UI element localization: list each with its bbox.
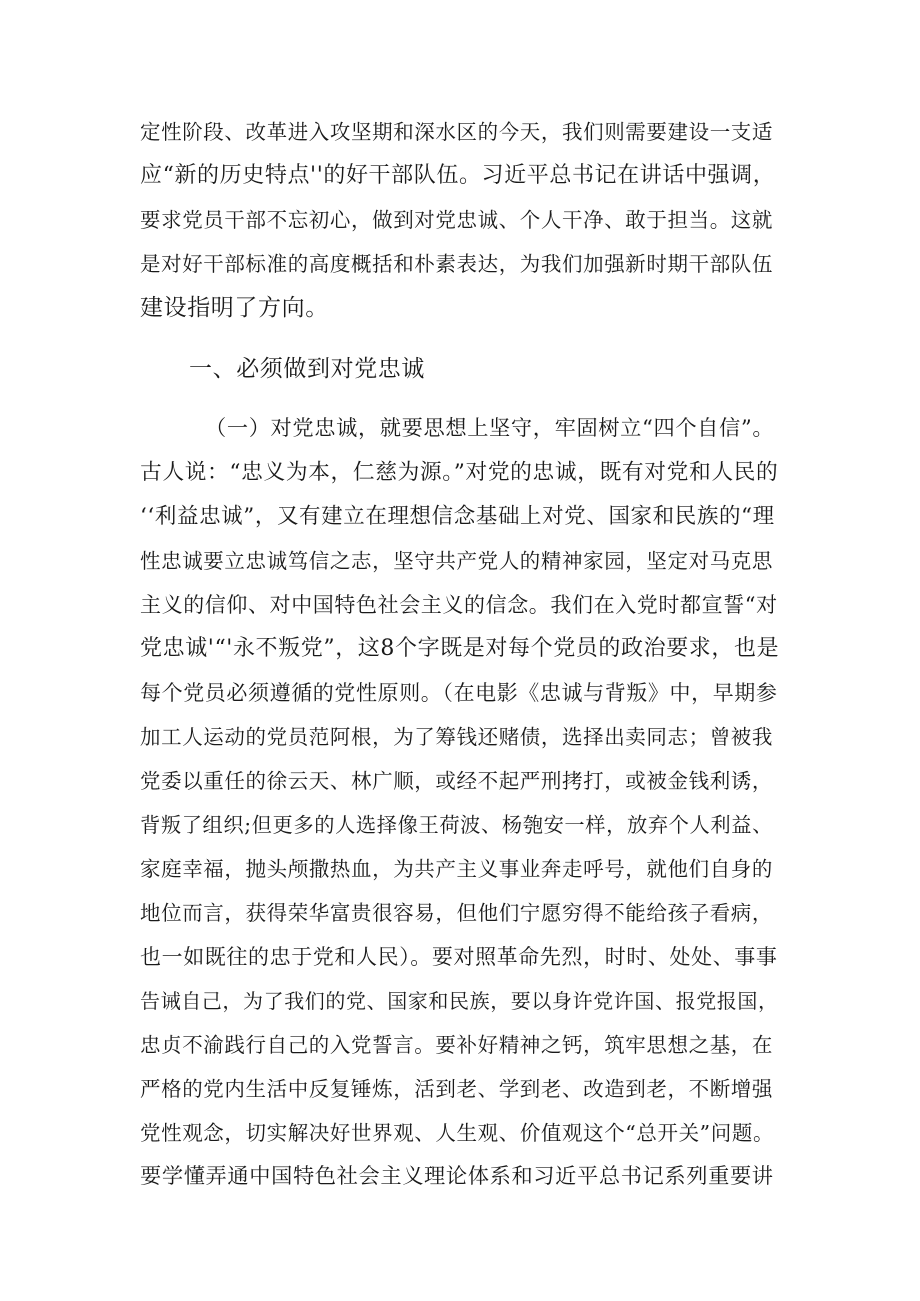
text-line: 要学懂弄通中国特色社会主义理论体系和习近平总书记系列重要讲 xyxy=(140,1164,774,1189)
text-line: 每个党员必须遵循的党性原则。（在电影《忠诚与背叛》中，早期参 xyxy=(140,681,778,705)
text-line: 地位而言，获得荣华富贵很容易，但他们宁愿穷得不能给孩子看病， xyxy=(140,901,773,925)
text-line: 性忠诚要立忠诚笃信之志，坚守共产党人的精神家园，坚定对马克思 xyxy=(140,549,773,573)
text-line: 加工人运动的党员范阿根，为了筹钱还赌债，选择出卖同志；曾被我 xyxy=(140,725,773,749)
text-line: 党忠诚'“'永不叛党”，这8个字既是对每个党员的政治要求，也是 xyxy=(140,636,780,661)
text-line: 定性阶段、改革进入攻坚期和深水区的今天，我们则需要建设一支适 xyxy=(140,120,773,144)
subsection-heading: （一）对党忠诚，就要思想上坚守，牢固树立“四个自信”。 xyxy=(205,416,775,441)
text-line: 也一如既往的忠于党和人民）。要对照革命先烈，时时、处处、事事 xyxy=(140,945,778,969)
text-line: 古人说：“忠义为本，仁慈为源。”对党的忠诚，既有对党和人民的 xyxy=(140,460,779,485)
text-line: 告诫自己，为了我们的党、国家和民族，要以身许党许国、报党报国， xyxy=(140,989,779,1013)
text-line: 建设指明了方向。 xyxy=(140,295,329,321)
section-heading: 一、必须做到对党忠诚 xyxy=(189,356,425,382)
text-line: 主义的信仰、对中国特色社会主义的信念。我们在入党时都宣誓“对 xyxy=(140,593,778,617)
text-line: 党委以重任的徐云天、林广顺，或经不起严刑拷打，或被金钱利诱， xyxy=(140,769,773,793)
text-line: 严格的党内生活中反复锤炼，活到老、学到老、改造到老，不断增强 xyxy=(140,1077,773,1101)
text-line: 家庭幸福，抛头颅撒热血，为共产主义事业奔走呼号，就他们自身的 xyxy=(140,857,773,881)
text-line: 党性观念，切实解决好世界观、人生观、价值观这个“总开关”问题。 xyxy=(140,1121,775,1145)
text-line: 要求党员干部不忘初心，做到对党忠诚、个人干净、敢于担当。这就 xyxy=(140,208,773,232)
text-line: 是对好干部标准的高度概括和朴素表达，为我们加强新时期干部队伍 xyxy=(140,252,773,276)
text-line: 忠贞不渝践行自己的入党誓言。要补好精神之钙，筑牢思想之基，在 xyxy=(140,1033,773,1057)
text-line: 应“新的历史特点''的好干部队伍。习近平总书记在讲话中强调， xyxy=(140,163,776,188)
text-line: ‘‘利益忠诚”，又有建立在理想信念基础上对党、国家和民族的“理 xyxy=(140,504,775,529)
text-line: 背叛了组织;但更多的人选择像王荷波、杨匏安一样，放弃个人利益、 xyxy=(140,813,773,837)
